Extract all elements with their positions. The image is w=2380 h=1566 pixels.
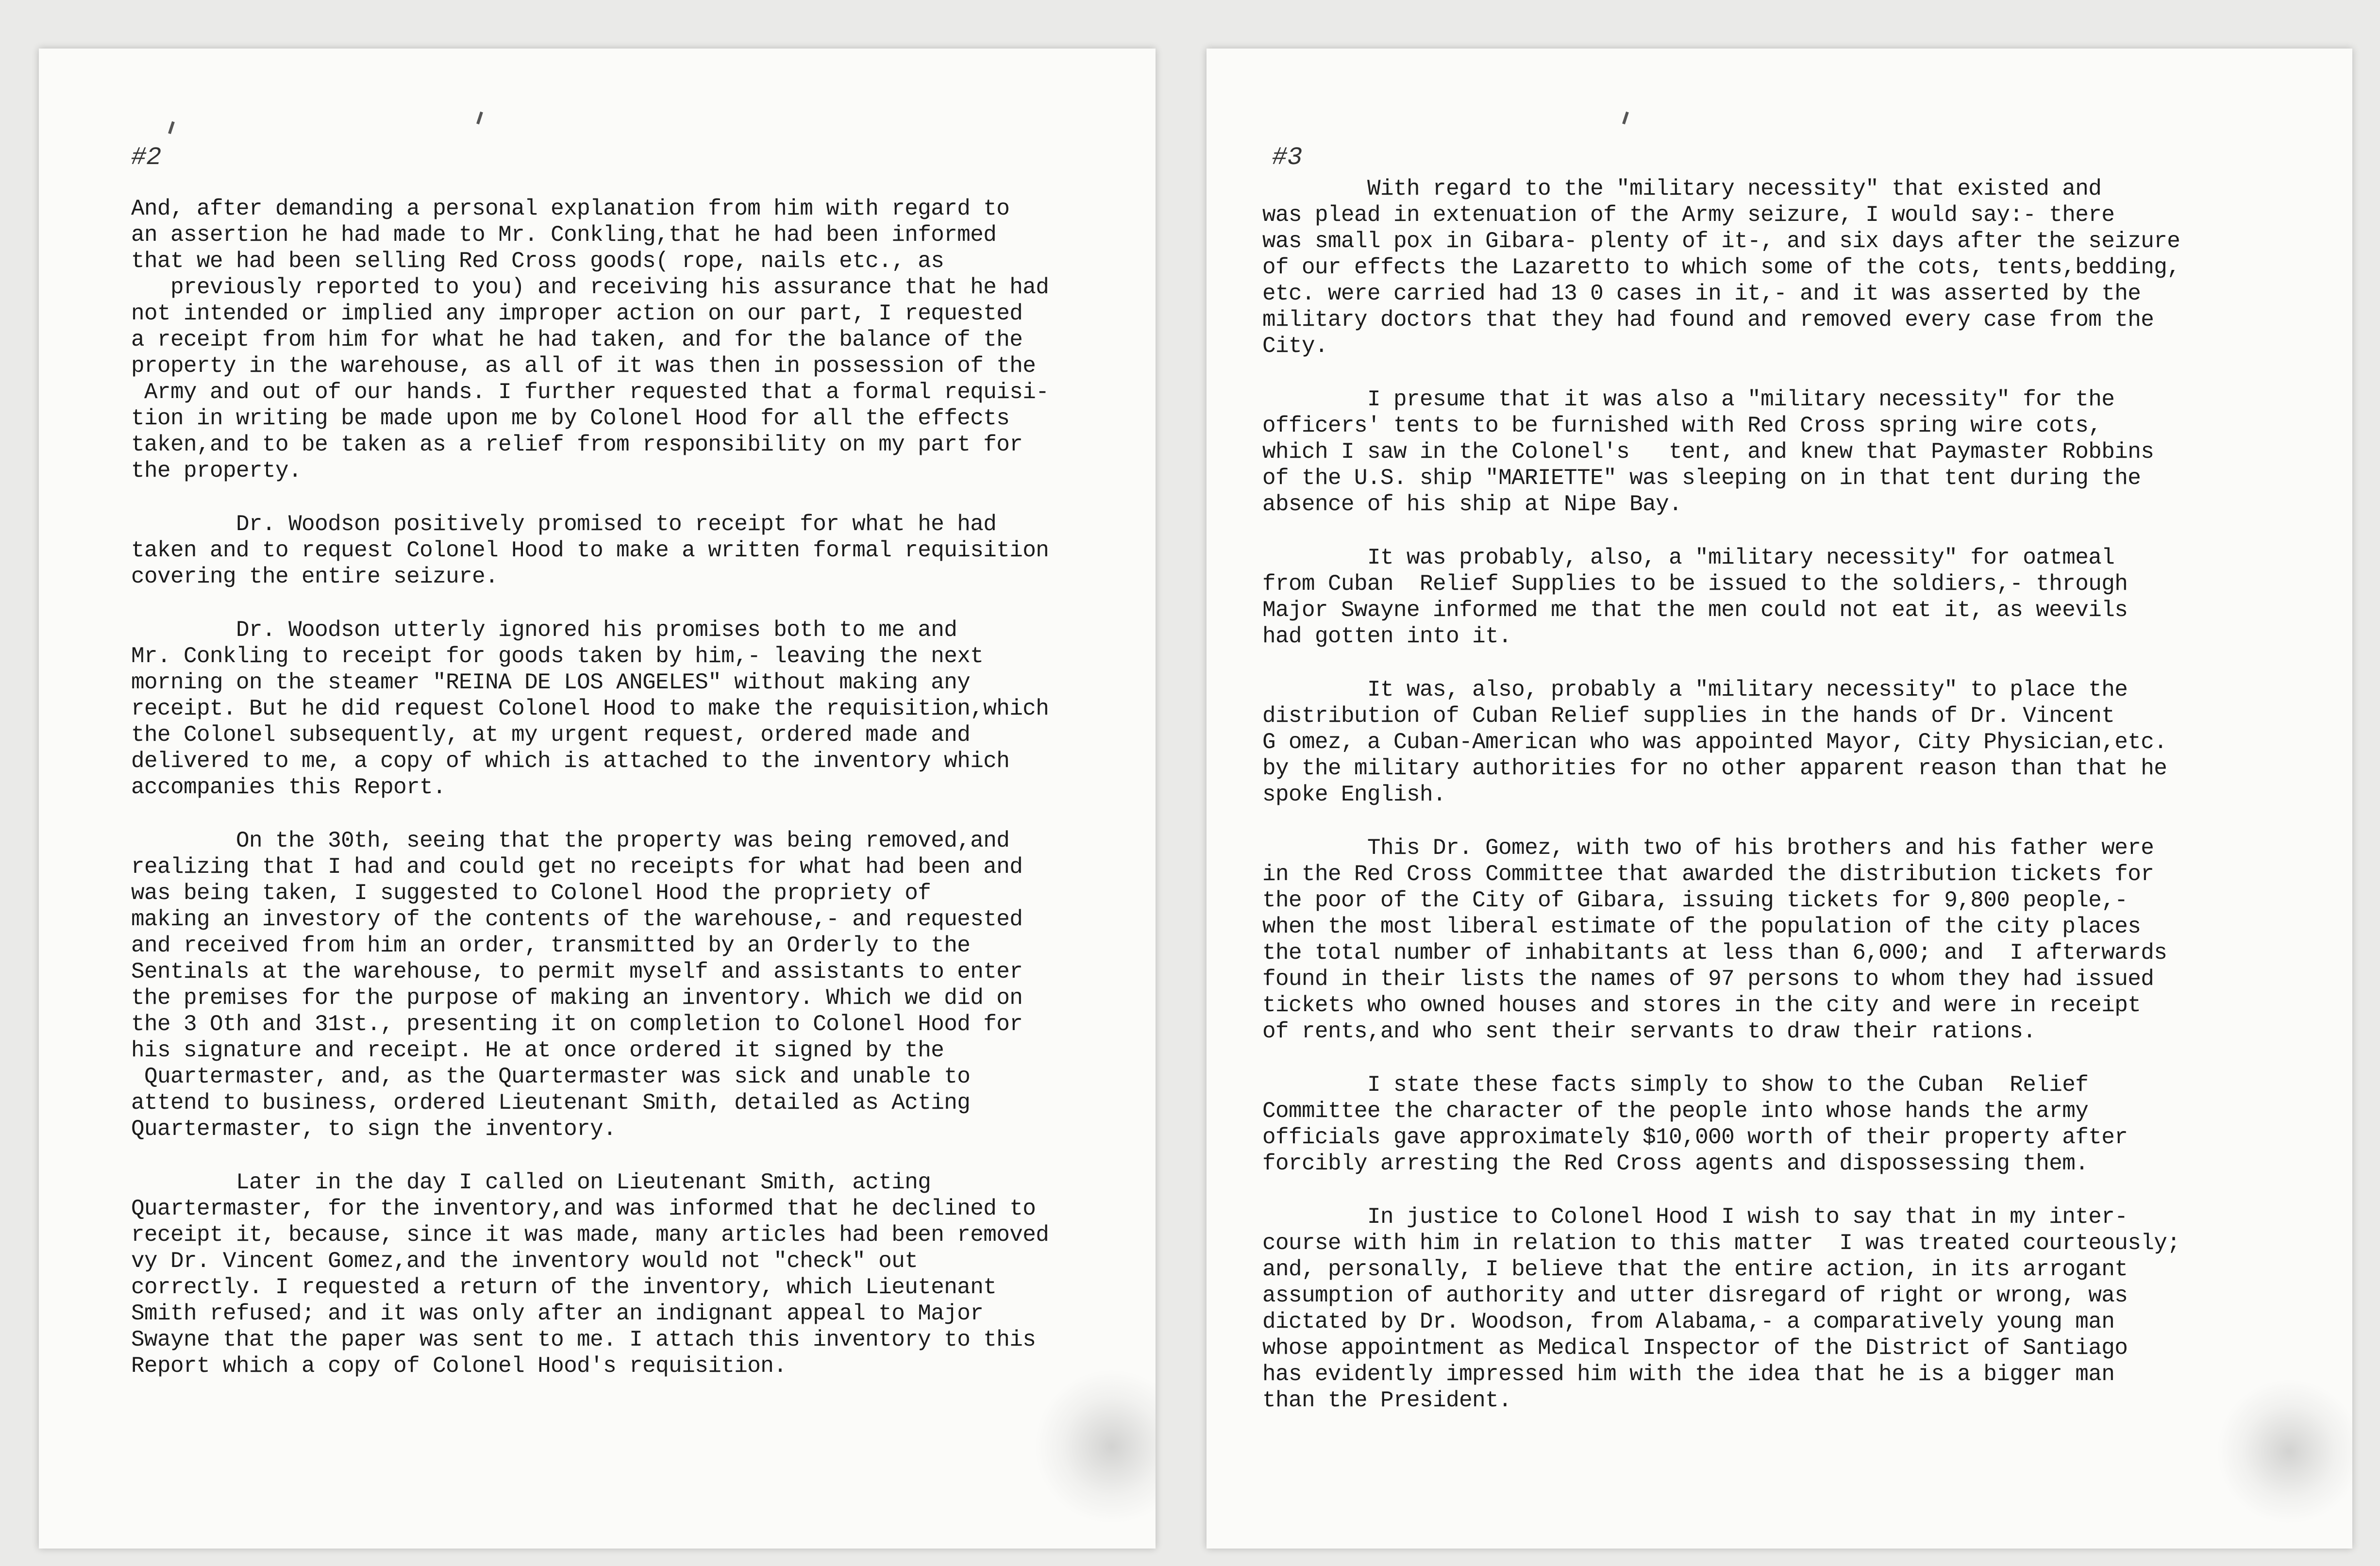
text-line: realizing that I had and could get no receipts for what had been and	[131, 854, 1023, 880]
text-line: In justice to Colonel Hood I wish to say that in my inter-	[1262, 1204, 2128, 1230]
paragraph	[1262, 1072, 2306, 1177]
text-line: taken,and to be taken as a relief from responsibility on my part for	[131, 432, 1023, 457]
text-line: the total number of inhabitants at less than 6,000; and I afterwards	[1262, 940, 2167, 966]
stray-mark	[1622, 112, 1629, 125]
text-line: the 3 Oth and 31st., presenting it on completion to Colonel Hood for	[131, 1012, 1023, 1037]
paragraph	[1262, 677, 2306, 808]
page-body	[131, 196, 1126, 1406]
text-line: Dr. Woodson utterly ignored his promises both to me and	[131, 617, 957, 643]
text-line: when the most liberal estimate of the population of the city places	[1262, 914, 2141, 939]
paragraph	[131, 1169, 1126, 1379]
text-line: course with him in relation to this matter I was treated courteously;	[1262, 1231, 2180, 1256]
text-line: by the military authorities for no other apparent reason than that he	[1262, 756, 2167, 781]
text-line: receipt it, because, since it was made, many articles had been removed	[131, 1222, 1049, 1248]
text-line: of our effects the Lazaretto to which some of the cots, tents,bedding,	[1262, 255, 2180, 280]
text-line: Sentinals at the warehouse, to permit myself and assistants to enter	[131, 959, 1023, 984]
text-line: It was probably, also, a "military necessity" for oatmeal	[1262, 545, 2115, 570]
page-2	[39, 49, 1156, 1549]
text-line: whose appointment as Medical Inspector of the District of Santiago	[1262, 1335, 2128, 1361]
paragraph	[131, 828, 1126, 1142]
text-line: This Dr. Gomez, with two of his brothers and his father were	[1262, 835, 2154, 861]
text-line: Quartermaster, for the inventory,and was informed that he declined to	[131, 1196, 1036, 1221]
text-line: and, personally, I believe that the entire action, in its arrogant	[1262, 1257, 2128, 1282]
paragraph	[131, 617, 1126, 800]
text-line: Dr. Woodson positively promised to receipt for what he had	[131, 512, 997, 537]
text-line: morning on the steamer "REINA DE LOS ANGELES" without making any	[131, 670, 971, 695]
text-line: from Cuban Relief Supplies to be issued to the soldiers,- through	[1262, 571, 2128, 597]
text-line: Later in the day I called on Lieutenant Smith, acting	[131, 1170, 931, 1195]
text-line: was small pox in Gibara- plenty of it-, and six days after the seizure	[1262, 229, 2180, 254]
paragraph	[1262, 835, 2306, 1045]
text-line: Major Swayne informed me that the men could not eat it, as weevils	[1262, 598, 2128, 623]
page-body	[1262, 176, 2306, 1441]
text-line: the property.	[131, 458, 302, 483]
text-line: previously reported to you) and receiving his assurance that he had	[131, 275, 1049, 300]
text-line: officials gave approximately $10,000 worth of their property after	[1262, 1125, 2128, 1150]
text-line: taken and to request Colonel Hood to make a written formal requisition	[131, 538, 1049, 563]
paragraph	[1262, 1204, 2306, 1414]
text-line: City.	[1262, 333, 1328, 359]
paragraph	[1262, 386, 2306, 517]
text-line: was being taken, I suggested to Colonel Hood the propriety of	[131, 881, 931, 906]
text-line: absence of his ship at Nipe Bay.	[1262, 492, 1682, 517]
text-line: Mr. Conkling to receipt for goods taken by him,- leaving the next	[131, 644, 984, 669]
text-line: the Colonel subsequently, at my urgent request, ordered made and	[131, 722, 971, 748]
paragraph	[1262, 545, 2306, 650]
page-3	[1207, 49, 2352, 1549]
text-line: With regard to the "military necessity" that existed and	[1262, 176, 2102, 201]
text-line: It was, also, probably a "military necessity" to place the	[1262, 677, 2128, 702]
text-line: On the 30th, seeing that the property was being removed,and	[131, 828, 1010, 853]
text-line: forcibly arresting the Red Cross agents and dispossessing them.	[1262, 1151, 2089, 1176]
ink-smudge	[2216, 1379, 2352, 1524]
text-line: dictated by Dr. Woodson, from Alabama,- a comparatively young man	[1262, 1309, 2115, 1334]
stray-mark	[168, 121, 175, 134]
text-line: of the U.S. ship "MARIETTE" was sleeping on in that tent during the	[1262, 466, 2141, 491]
text-line: an assertion he had made to Mr. Conkling,that he had been informed	[131, 222, 997, 248]
text-line: Army and out of our hands. I further requested that a formal requisi-	[131, 380, 1049, 405]
text-line: Report which a copy of Colonel Hood's requisition.	[131, 1353, 787, 1379]
text-line: in the Red Cross Committee that awarded the distribution tickets for	[1262, 862, 2154, 887]
text-line: Quartermaster, and, as the Quartermaster was sick and unable to	[131, 1064, 971, 1089]
paragraph	[131, 196, 1126, 484]
text-line: property in the warehouse, as all of it was then in possession of the	[131, 353, 1036, 379]
text-line: was plead in extenuation of the Army seizure, I would say:- there	[1262, 202, 2115, 228]
paragraph	[1262, 176, 2306, 359]
text-line: not intended or implied any improper action on our part, I requested	[131, 301, 1023, 326]
text-line: etc. were carried had 13 0 cases in it,- and it was asserted by the	[1262, 281, 2141, 306]
text-line: spoke English.	[1262, 782, 1446, 807]
text-line: G omez, a Cuban-American who was appointed Mayor, City Physician,etc.	[1262, 730, 2167, 755]
text-line: accompanies this Report.	[131, 775, 446, 800]
text-line: tickets who owned houses and stores in the city and were in receipt	[1262, 993, 2141, 1018]
text-line: assumption of authority and utter disregard of right or wrong, was	[1262, 1283, 2128, 1308]
text-line: And, after demanding a personal explanation from him with regard to	[131, 196, 1010, 221]
text-line: Smith refused; and it was only after an indignant appeal to Major	[131, 1301, 984, 1326]
text-line: receipt. But he did request Colonel Hood to make the requisition,which	[131, 696, 1049, 721]
text-line: than the President.	[1262, 1388, 1512, 1413]
text-line: attend to business, ordered Lieutenant Smith, detailed as Acting	[131, 1090, 971, 1116]
text-line: the premises for the purpose of making an inventory. Which we did on	[131, 985, 1023, 1011]
text-line: and received from him an order, transmitted by an Orderly to the	[131, 933, 971, 958]
text-line: has evidently impressed him with the idea that he is a bigger man	[1262, 1362, 2115, 1387]
paragraph	[131, 511, 1126, 590]
text-line: Swayne that the paper was sent to me. I attach this inventory to this	[131, 1327, 1036, 1352]
text-line: Committee the character of the people into whose hands the army	[1262, 1099, 2089, 1124]
text-line: making an investory of the contents of the warehouse,- and requested	[131, 907, 1023, 932]
text-line: I presume that it was also a "military necessity" for the	[1262, 387, 2115, 412]
text-line: vy Dr. Vincent Gomez,and the inventory would not "check" out	[131, 1249, 918, 1274]
text-line: officers' tents to be furnished with Red Cross spring wire cots,	[1262, 413, 2102, 438]
text-line: tion in writing be made upon me by Colonel Hood for all the effects	[131, 406, 1010, 431]
text-line: had gotten into it.	[1262, 624, 1512, 649]
text-line: covering the entire seizure.	[131, 564, 499, 589]
text-line: military doctors that they had found and removed every case from the	[1262, 307, 2154, 333]
text-line: a receipt from him for what he had taken, and for the balance of the	[131, 327, 1023, 352]
text-line: distribution of Cuban Relief supplies in the hands of Dr. Vincent	[1262, 703, 2115, 729]
text-line: found in their lists the names of 97 persons to whom they had issued	[1262, 966, 2154, 992]
page-number: #2	[131, 143, 162, 172]
text-line: which I saw in the Colonel's tent, and knew that Paymaster Robbins	[1262, 439, 2154, 465]
text-line: the poor of the City of Gibara, issuing tickets for 9,800 people,-	[1262, 888, 2128, 913]
text-line: Quartermaster, to sign the inventory.	[131, 1116, 617, 1142]
text-line: that we had been selling Red Cross goods( rope, nails etc., as	[131, 249, 944, 274]
text-line: correctly. I requested a return of the inventory, which Lieutenant	[131, 1275, 997, 1300]
text-line: his signature and receipt. He at once ordered it signed by the	[131, 1038, 944, 1063]
page-number: #3	[1272, 143, 1303, 172]
text-line: of rents,and who sent their servants to draw their rations.	[1262, 1019, 2036, 1044]
stray-mark	[476, 112, 483, 125]
text-line: delivered to me, a copy of which is attached to the inventory which	[131, 749, 1010, 774]
text-line: I state these facts simply to show to the Cuban Relief	[1262, 1072, 2089, 1098]
